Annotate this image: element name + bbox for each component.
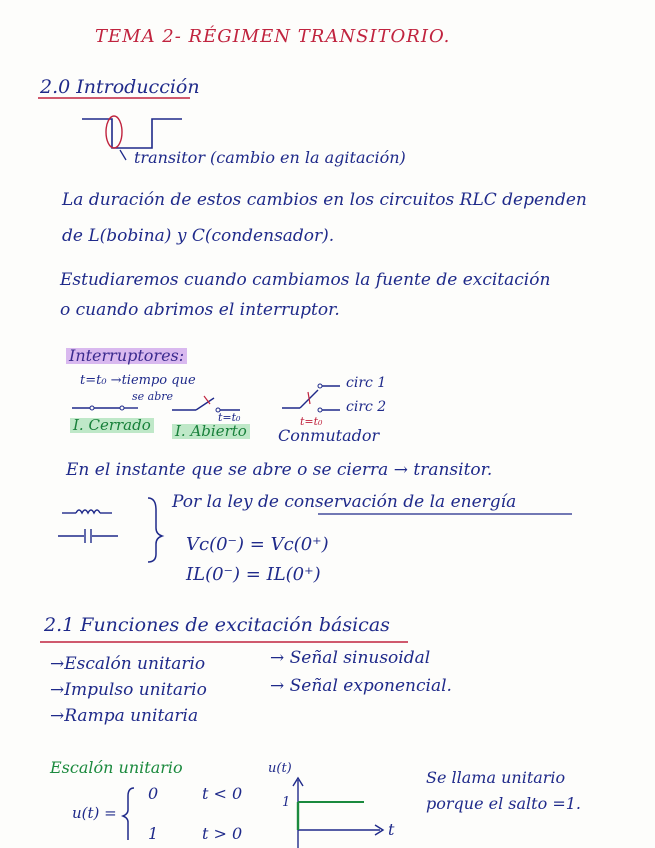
- step-case1-value: 0: [148, 784, 159, 803]
- section-20-heading: 2.0 Introducción: [40, 76, 200, 98]
- conservation-law: Por la ley de conservación de la energía: [172, 492, 517, 512]
- section-21-heading: 2.1 Funciones de excitación básicas: [44, 614, 390, 636]
- item-impulse: →Impulso unitario: [50, 680, 207, 700]
- commutator-t0: t=t₀: [300, 415, 323, 428]
- step-heading: Escalón unitario: [50, 758, 183, 777]
- step-case1-condition: t < 0: [202, 784, 243, 803]
- step-case2-condition: t > 0: [202, 824, 243, 843]
- piecewise-brace: [123, 788, 134, 840]
- pulse-sketch: [82, 119, 182, 148]
- step-case2-value: 1: [148, 824, 159, 843]
- transient-line: En el instante que se abre o se cierra → transitor.: [66, 460, 493, 480]
- item-step: →Escalón unitario: [50, 654, 206, 674]
- t0-note-2: se abre: [132, 390, 174, 403]
- step-graph: [293, 778, 383, 848]
- commutator-label: Conmutador: [278, 426, 380, 445]
- capacitor-symbol: [58, 529, 118, 543]
- step-fn-name: u(t) =: [72, 804, 117, 822]
- para1-line1: La duración de estos cambios en los circuitos RLC dependen: [62, 190, 587, 210]
- inductor-current-eq: IL(0⁻) = IL(0⁺): [186, 564, 321, 585]
- para2-line2: o cuando abrimos el interruptor.: [60, 300, 340, 320]
- page-title: TEMA 2- RÉGIMEN TRANSITORIO.: [95, 26, 451, 47]
- capacitor-voltage-eq: Vc(0⁻) = Vc(0⁺): [186, 534, 329, 555]
- closed-switch-symbol: [72, 406, 138, 410]
- pulse-arrow: [120, 150, 126, 160]
- graph-one-label: 1: [282, 795, 291, 810]
- open-switch-label: I. Abierto: [172, 424, 250, 439]
- graph-y-label: u(t): [268, 761, 292, 776]
- step-note-line2: porque el salto =1.: [426, 794, 581, 813]
- item-sinusoidal: → Señal sinusoidal: [270, 648, 431, 668]
- closed-switch-label: I. Cerrado: [70, 418, 154, 433]
- graph-x-label: t: [388, 820, 395, 839]
- brace-symbol: [148, 498, 162, 562]
- commutator-symbol: [282, 384, 340, 412]
- circ2-label: circ 2: [346, 399, 387, 415]
- circ1-label: circ 1: [346, 375, 387, 391]
- t0-note: t=t₀ →tiempo que: [80, 373, 196, 388]
- step-note-line1: Se llama unitario: [426, 768, 566, 787]
- open-switch-symbol: [172, 396, 240, 412]
- pulse-edge-mark: [106, 116, 122, 148]
- transient-note: transitor (cambio en la agitación): [134, 148, 406, 167]
- item-exponential: → Señal exponencial.: [270, 676, 452, 696]
- para1-line2: de L(bobina) y C(condensador).: [62, 226, 335, 246]
- para2-line1: Estudiaremos cuando cambiamos la fuente de excitación: [60, 270, 551, 290]
- item-ramp: →Rampa unitaria: [50, 706, 199, 726]
- open-switch-t0: t=t₀: [218, 411, 241, 424]
- inductor-symbol: [62, 510, 112, 513]
- switches-heading: Interruptores:: [66, 348, 187, 364]
